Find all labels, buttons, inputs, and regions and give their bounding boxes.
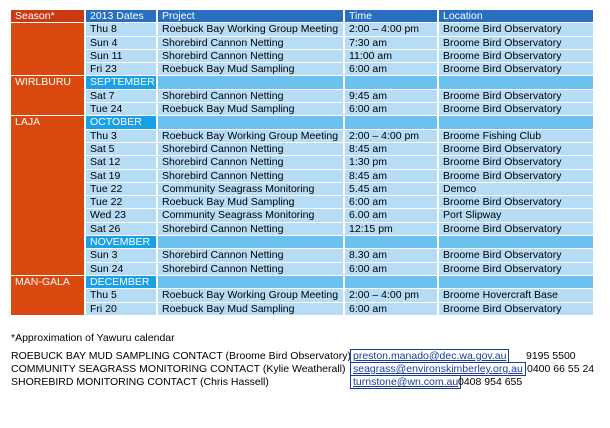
event-time: 12:15 pm [345,223,437,235]
event-location: Broome Bird Observatory [439,249,593,261]
month-label: NOVEMBER [86,236,156,248]
event-row [11,249,593,261]
event-project: Roebuck Bay Working Group Meeting [158,130,343,142]
header-season: Season* [11,10,84,22]
event-project: Shorebird Cannon Netting [158,249,343,261]
event-date: Thu 8 [86,23,156,35]
event-project: Shorebird Cannon Netting [158,37,343,49]
event-location: Broome Bird Observatory [439,156,593,168]
event-project: Shorebird Cannon Netting [158,223,343,235]
event-time: 6:00 am [345,103,437,115]
event-row [11,196,593,208]
contact-phone: 0408 954 655 [458,376,523,388]
event-project: Roebuck Bay Mud Sampling [158,303,343,315]
event-date: Fri 23 [86,63,156,75]
event-row [11,50,593,62]
event-time: 2:00 – 4:00 pm [345,130,437,142]
event-location: Broome Bird Observatory [439,37,593,49]
event-location: Broome Bird Observatory [439,263,593,275]
event-time: 11:00 am [345,50,437,62]
season-cell [11,23,84,75]
event-date: Sun 3 [86,249,156,261]
event-date: Sat 5 [86,143,156,155]
event-project: Roebuck Bay Mud Sampling [158,103,343,115]
event-row [11,90,593,102]
month-blank-cell [345,276,437,288]
event-time: 6.00 am [345,209,437,221]
month-blank-cell [439,116,593,128]
event-row [11,63,593,75]
event-date: Sun 24 [86,263,156,275]
month-label: DECEMBER [86,276,156,288]
event-project: Shorebird Cannon Netting [158,143,343,155]
month-row [11,236,593,248]
event-row [11,170,593,182]
event-time: 8.30 am [345,249,437,261]
event-location: Broome Hovercraft Base [439,289,593,301]
event-location: Broome Bird Observatory [439,223,593,235]
event-project: Shorebird Cannon Netting [158,263,343,275]
month-blank-cell [345,116,437,128]
schedule-body [11,23,593,315]
event-row [11,130,593,142]
event-time: 9:45 am [345,90,437,102]
event-date: Sat 7 [86,90,156,102]
event-project: Shorebird Cannon Netting [158,90,343,102]
event-location: Broome Bird Observatory [439,50,593,62]
event-time: 6:00 am [345,63,437,75]
contact-phone: 0400 66 55 24 [527,363,595,375]
contact-label: COMMUNITY SEAGRASS MONITORING CONTACT (Kylie Weatherall) [11,363,346,375]
event-row [11,183,593,195]
event-row [11,103,593,115]
event-project: Shorebird Cannon Netting [158,156,343,168]
schedule-table [9,9,595,316]
event-row [11,23,593,35]
month-blank-cell [439,276,593,288]
event-location: Broome Fishing Club [439,130,593,142]
month-label: OCTOBER [86,116,156,128]
event-row [11,223,593,235]
month-blank-cell [345,236,437,248]
event-location: Broome Bird Observatory [439,196,593,208]
event-location: Broome Bird Observatory [439,303,593,315]
contact-label: SHOREBIRD MONITORING CONTACT (Chris Hassell) [11,376,269,388]
month-blank-cell [158,236,343,248]
event-row [11,143,593,155]
event-project: Community Seagrass Monitoring [158,183,343,195]
event-location: Broome Bird Observatory [439,23,593,35]
month-row [11,276,593,288]
event-location: Broome Bird Observatory [439,63,593,75]
event-date: Wed 23 [86,209,156,221]
event-project: Shorebird Cannon Netting [158,170,343,182]
season-cell: WIRLBURU [11,76,84,115]
event-time: 1:30 pm [345,156,437,168]
contact-email-link[interactable]: preston.manado@dec.wa.gov.au [350,349,509,363]
event-project: Community Seagrass Monitoring [158,209,343,221]
header-project: Project [158,10,343,22]
event-date: Tue 22 [86,196,156,208]
event-location: Broome Bird Observatory [439,90,593,102]
event-location: Broome Bird Observatory [439,143,593,155]
event-project: Roebuck Bay Working Group Meeting [158,23,343,35]
season-cell: LAJA [11,116,84,275]
event-date: Thu 5 [86,289,156,301]
event-row [11,303,593,315]
month-blank-cell [439,236,593,248]
header-dates: 2013 Dates [86,10,156,22]
event-date: Tue 22 [86,183,156,195]
month-label: SEPTEMBER [86,76,156,88]
event-time: 2:00 – 4:00 pm [345,23,437,35]
header-location: Location [439,10,593,22]
event-date: Sat 19 [86,170,156,182]
event-time: 7:30 am [345,37,437,49]
month-blank-cell [158,116,343,128]
event-date: Thu 3 [86,130,156,142]
event-project: Shorebird Cannon Netting [158,50,343,62]
event-date: Tue 24 [86,103,156,115]
month-row [11,116,593,128]
header-time: Time [345,10,437,22]
month-blank-cell [345,76,437,88]
contact-email-link[interactable]: seagrass@environskimberley.org.au [350,362,526,376]
event-location: Port Slipway [439,209,593,221]
contact-phone: 9195 5500 [526,350,576,362]
event-date: Sun 4 [86,37,156,49]
event-row [11,156,593,168]
event-row [11,37,593,49]
event-row [11,209,593,221]
event-time: 5.45 am [345,183,437,195]
event-location: Broome Bird Observatory [439,103,593,115]
month-blank-cell [158,276,343,288]
event-time: 8:45 am [345,143,437,155]
event-project: Roebuck Bay Working Group Meeting [158,289,343,301]
contact-email-link[interactable]: turnstone@wn.com.au [350,375,461,389]
event-date: Fri 20 [86,303,156,315]
month-blank-cell [439,76,593,88]
event-date: Sat 12 [86,156,156,168]
event-project: Roebuck Bay Mud Sampling [158,63,343,75]
event-time: 6:00 am [345,303,437,315]
footnote: *Approximation of Yawuru calendar [11,332,175,344]
event-time: 6:00 am [345,196,437,208]
contact-label: ROEBUCK BAY MUD SAMPLING CONTACT (Broome Bird Observatory) [11,350,351,362]
season-cell: MAN-GALA [11,276,84,315]
event-date: Sun 11 [86,50,156,62]
event-time: 2:00 – 4:00 pm [345,289,437,301]
event-project: Roebuck Bay Mud Sampling [158,196,343,208]
header-row [11,10,593,22]
event-row [11,289,593,301]
event-time: 8:45 am [345,170,437,182]
month-blank-cell [158,76,343,88]
month-row [11,76,593,88]
event-time: 6:00 am [345,263,437,275]
event-location: Demco [439,183,593,195]
event-date: Sat 26 [86,223,156,235]
event-location: Broome Bird Observatory [439,170,593,182]
event-row [11,263,593,275]
